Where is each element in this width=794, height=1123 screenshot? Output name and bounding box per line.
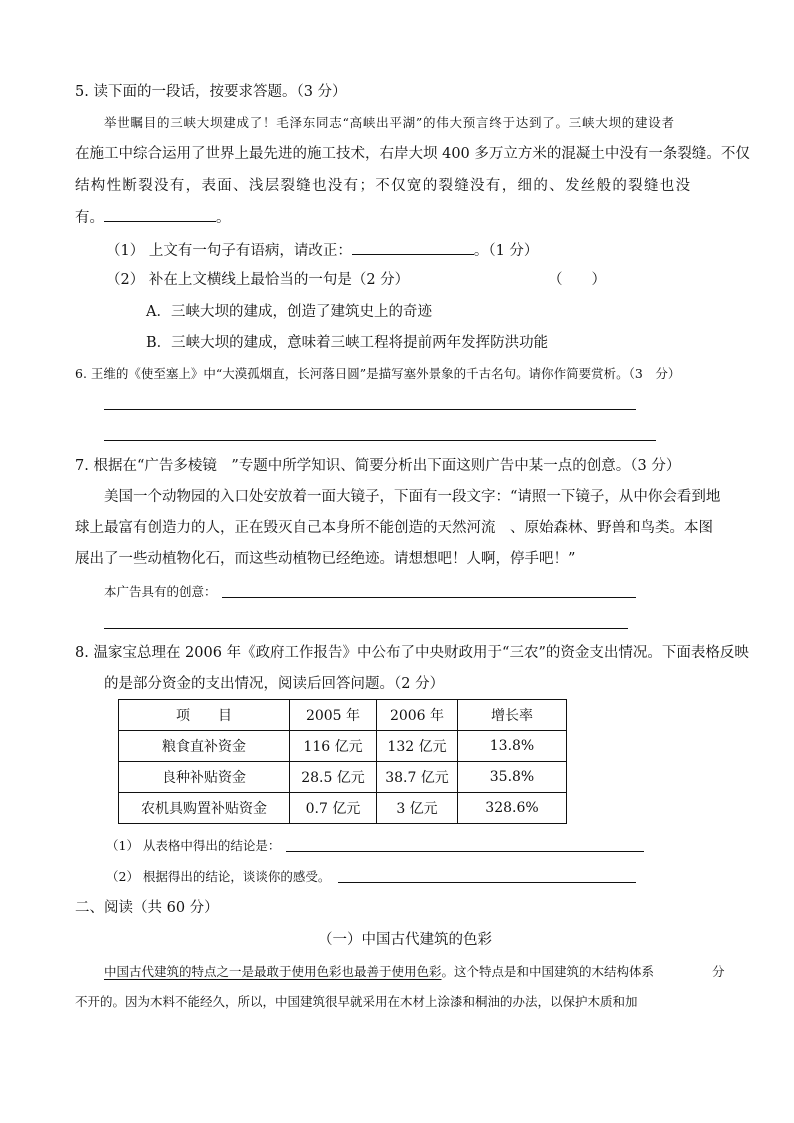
table-cell: 农机具购置补贴资金 [119, 793, 290, 824]
passage-line1-rest: 。这个特点是和中国建筑的木结构体系 [441, 964, 655, 979]
table-cell: 3 亿元 [377, 793, 458, 824]
passage-line2: 不开的。因为木料不能经久，所以，中国建筑很早就采用在木材上涂漆和桐油的办法，以保护木质和加 [75, 994, 638, 1009]
q6-title: 6. 王维的《使至塞上》中“大漠孤烟直，长河落日圆”是描写塞外景象的千古名句。请你作简要赏析。（3 分） [75, 366, 681, 381]
table-header-cell: 增长率 [458, 700, 567, 731]
table-cell: 116 亿元 [290, 731, 377, 762]
q5-sub2-answer-paren[interactable]: （ ） [548, 272, 606, 288]
q8-sub2: （2） 根据得出的结论，谈谈你的感受。 [106, 869, 331, 884]
q5-sub1-answer-blank[interactable] [352, 240, 474, 255]
q5-title: 5. 读下面的一段话，按要求答题。（3 分） [75, 84, 347, 100]
q6-answer-line-1[interactable] [104, 409, 636, 410]
q7-paragraph-line1: 美国一个动物园的入口处安放着一面大镜子，下面有一段文字：“请照一下镜子，从中你会看到地 [104, 489, 721, 505]
q8-sub2-answer-line[interactable] [338, 882, 636, 883]
q7-answer-label: 本广告具有的创意： [104, 584, 217, 599]
table-header-cell: 项 目 [119, 700, 290, 731]
q7-paragraph-line3: 展出了一些动植物化石，而这些动植物已经绝迹。请想想吧！人啊，停手吧！” [75, 551, 576, 567]
q5-line4-end: 。 [216, 210, 231, 226]
table-cell: 0.7 亿元 [290, 793, 377, 824]
passage-underlined-sentence: 中国古代建筑的特点之一是最敢于使用色彩也最善于使用色彩 [104, 964, 442, 979]
passage-line1 [104, 962, 654, 982]
q5-sub2: （2） 补在上文横线上最恰当的一句是（2 分） [106, 272, 410, 288]
table-header-row [119, 700, 567, 731]
table-row [119, 793, 567, 824]
table-row [119, 731, 567, 762]
q5-sub1-label: （1） 上文有一句子有语病，请改正： [106, 243, 352, 259]
q8-title-line2: 的是部分资金的支出情况，阅读后回答问题。（2 分） [104, 676, 445, 692]
q5-paragraph-line4 [75, 207, 231, 228]
q5-option-a: A．三峡大坝的建成，创造了建筑史上的奇迹 [146, 304, 432, 320]
q5-option-b: B．三峡大坝的建成，意味着三峡工程将提前两年发挥防洪功能 [146, 335, 549, 351]
q7-answer-line-1[interactable] [222, 597, 636, 598]
q7-paragraph-line2: 球上最富有创造力的人，正在毁灭自己本身所不能创造的天然河流 、原始森林、野兽和鸟类。本图 [75, 520, 713, 536]
table-cell: 28.5 亿元 [290, 762, 377, 793]
reading-passage-title: （一）中国古代建筑的色彩 [318, 932, 492, 948]
q6-answer-line-2[interactable] [104, 440, 656, 441]
table-header-cell: 2006 年 [377, 700, 458, 731]
table-cell: 13.8% [458, 731, 567, 762]
table-cell: 132 亿元 [377, 731, 458, 762]
q5-fill-blank[interactable] [104, 207, 216, 222]
table-row [119, 762, 567, 793]
q8-sub1: （1） 从表格中得出的结论是： [106, 838, 281, 853]
passage-line1-end: 分 [712, 964, 725, 979]
q5-paragraph-line1: 举世瞩目的三峡大坝建成了！毛泽东同志“高峡出平湖”的伟大预言终于达到了。三峡大坝的建设者 [104, 115, 675, 130]
q7-answer-line-2[interactable] [104, 628, 628, 629]
section2-heading: 二、阅读（共 60 分） [75, 900, 219, 916]
table-cell: 38.7 亿元 [377, 762, 458, 793]
table-cell: 良种补贴资金 [119, 762, 290, 793]
table-header-cell: 2005 年 [290, 700, 377, 731]
q5-paragraph-line3: 结构性断裂没有，表面、浅层裂缝也没有；不仅宽的裂缝没有，细的、发丝般的裂缝也没 [75, 178, 692, 194]
q8-title: 8. 温家宝总理在 2006 年《政府工作报告》中公布了中央财政用于“三农”的资金支出情况。下面表格反映 [75, 645, 749, 661]
q5-line4-start: 有。 [75, 210, 104, 226]
q8-sub1-answer-line[interactable] [286, 851, 644, 852]
table-cell: 35.8% [458, 762, 567, 793]
q7-title: 7. 根据在“广告多棱镜 ”专题中所学知识、简要分析出下面这则广告中某一点的创意。（3 分） [75, 458, 681, 474]
table-cell: 328.6% [458, 793, 567, 824]
q5-sub1 [106, 240, 538, 261]
funding-table [118, 699, 567, 824]
q5-paragraph-line2: 在施工中综合运用了世界上最先进的施工技术，右岸大坝 400 多万立方米的混凝土中没有一条裂缝。不仅 [75, 146, 750, 162]
table-cell: 粮食直补资金 [119, 731, 290, 762]
q5-sub1-score: 。（1 分） [473, 243, 539, 259]
